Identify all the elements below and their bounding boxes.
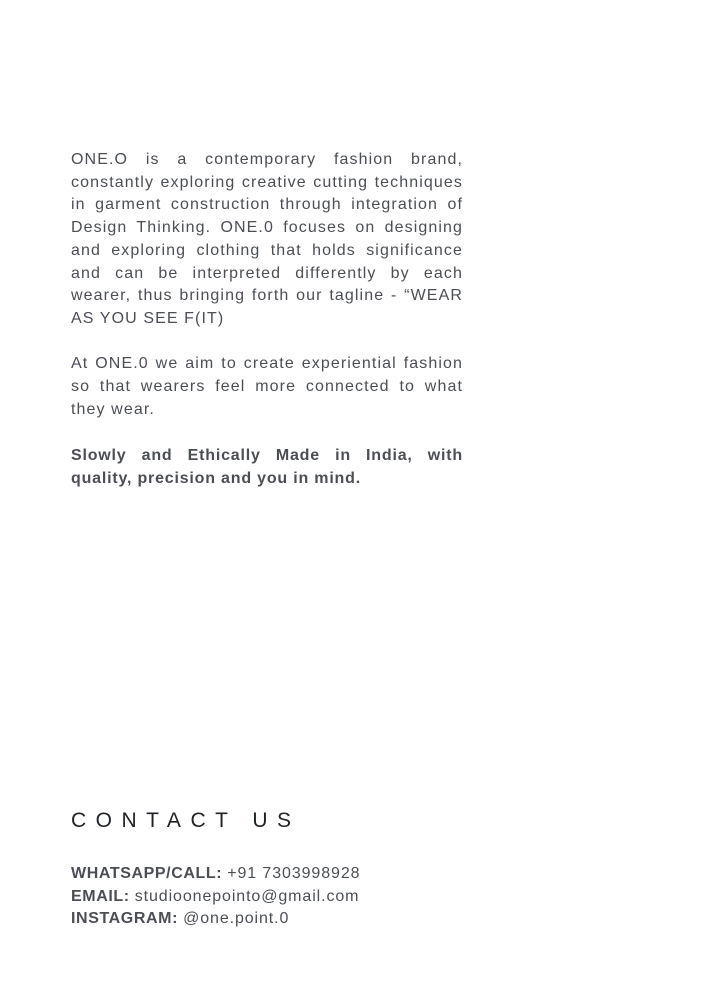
about-paragraph-intro: ONE.O is a contemporary fashion brand, constantly exploring creative cutting techniques in garment construction through integration of Design Thinking. ONE.0 focuses on designing and exploring clothing that holds significance and can be interpreted differently by each wearer, thus bringing forth our tagline - “WEAR AS YOU SEE F(IT)	[71, 151, 463, 327]
contact-label-email: EMAIL:	[71, 887, 135, 905]
contact-value-instagram[interactable]: @one.point.0	[183, 910, 290, 928]
contact-label-instagram: INSTAGRAM:	[71, 910, 184, 928]
about-tagline: Slowly and Ethically Made in India, with quality, precision and you in mind.	[71, 447, 463, 488]
about-paragraph-mission: At ONE.0 we aim to create experiential fashion so that wearers feel more connected to what they wear.	[71, 355, 463, 418]
contact-label-whatsapp: WHATSAPP/CALL:	[71, 865, 228, 882]
contact-row-email	[71, 886, 631, 909]
contact-value-email[interactable]: studioonepointo@gmail.com	[134, 887, 360, 905]
contact-section	[71, 806, 631, 931]
contact-title: CONTACT US	[71, 809, 301, 832]
contact-row-instagram	[71, 908, 631, 931]
about-section	[71, 149, 463, 491]
contact-value-phone[interactable]: +91 7303998928	[227, 865, 361, 882]
contact-list	[71, 863, 631, 931]
contact-row-whatsapp	[71, 863, 631, 886]
